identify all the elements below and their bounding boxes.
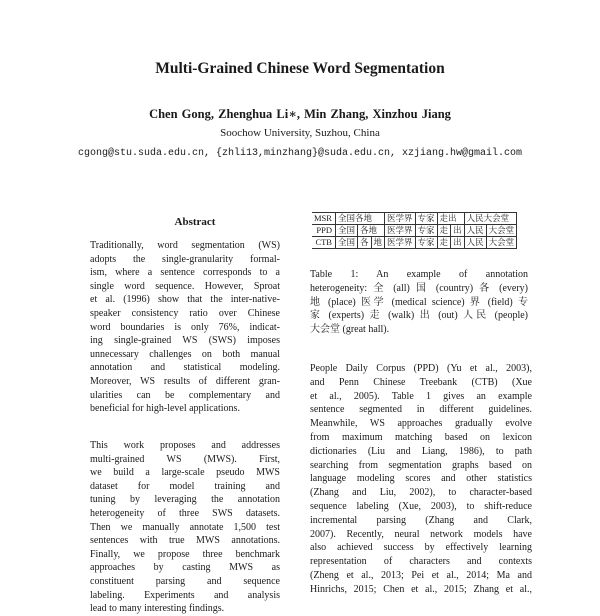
table-cell: 专家 (415, 213, 437, 225)
text-line: Traditionally, word segmentation (WS) (90, 240, 280, 251)
text-line: 家 (experts) 走 (walk) 出 (out) 人民 (people) (310, 310, 528, 322)
text-line: labeling. Experiments and analysis (90, 589, 280, 601)
row-label: PPD (312, 225, 335, 237)
table-cell: 出 (451, 225, 465, 237)
table-cell: 大会堂 (486, 225, 517, 237)
table-cell: 专家 (415, 225, 437, 237)
text-line: single word sequence. However, Sproat (90, 280, 280, 292)
table-cell: 各地 (357, 225, 384, 237)
body-paragraph (310, 362, 532, 597)
text-line: searching from segmentation graphs based on (310, 459, 532, 471)
author-emails: cgong@stu.suda.edu.cn, {zhli13,minzhang}@suda.edu.cn, xzjiang.hw@gmail.com (77, 148, 523, 159)
text-line: sentence segmented in different guidelines. (310, 404, 532, 416)
text-line: tuning by leveraging the annotation (90, 494, 280, 506)
table-cell: 走出 (437, 213, 464, 225)
table-row-ctb (312, 237, 517, 249)
table-cell: 各 (357, 237, 371, 249)
affiliation: Soochow University, Suzhou, China (220, 127, 380, 139)
table-cell: 走 (437, 225, 451, 237)
text-line: 大会堂 (great hall). (310, 324, 390, 336)
text-line: (Zhang and Liu, 2002), to character-based (310, 487, 532, 499)
text-line: Then we manually annotate 1,500 test (90, 521, 280, 533)
text-line: 2007). Recently, neural network models have (310, 528, 532, 540)
text-line: et al., 2005). Table 1 gives an example (310, 390, 532, 402)
text-line: word boundaries is only 76%, indicat- (90, 321, 280, 333)
text-line: and Penn Chinese Treebank (CTB) (Xue (310, 376, 532, 388)
text-line: dataset for model training and (90, 480, 280, 492)
table-cell: 人民 (464, 225, 486, 237)
row-label: MSR (312, 213, 335, 225)
text-line: dictionaries (Liu and Liang, 1986), to path (310, 445, 532, 457)
text-line: approaches by casting MWS as (90, 562, 280, 574)
text-line: we build a large-scale pseudo MWS (90, 467, 280, 479)
text-line: sentences with true MWS annotations. (90, 535, 280, 547)
text-line: ism, where a sentence corresponds to a (90, 267, 280, 279)
table-cell: 医学界 (385, 225, 416, 237)
text-line: This work proposes and addresses (90, 440, 280, 451)
text-line: Moreover, WS results of different gran- (90, 375, 280, 387)
paper-title: Multi-Grained Chinese Word Segmentation (155, 60, 445, 77)
text-line: Meanwhile, WS approaches gradually evolve (310, 418, 532, 430)
text-line: also achieved success by effectively learning (310, 542, 532, 554)
table-row-ppd (312, 225, 517, 237)
text-line: lead to many interesting findings. (90, 603, 225, 615)
text-line: from maximum matching based on lexicon (310, 431, 532, 443)
table-cell: 走 (437, 237, 451, 249)
text-line: ing single-grained WS (SWS) imposes (90, 335, 280, 347)
text-line: (Zheng et al., 2013; Pei et al., 2014; Ma and (310, 569, 532, 581)
abstract-paragraph-2 (90, 439, 280, 616)
table-cell: 全国 (335, 237, 357, 249)
abstract-heading: Abstract (174, 216, 216, 228)
table-caption (310, 268, 528, 337)
table-cell: 地 (371, 237, 385, 249)
text-line: heterogeneity: 全 (all) 国 (country) 各 (every) (310, 282, 528, 294)
text-line: Table 1: An example of annotation (310, 269, 528, 280)
text-line: heterogeneity of three SWS datasets. (90, 507, 280, 519)
table-cell: 全国各地 (335, 213, 384, 225)
table-row-msr (312, 213, 517, 225)
text-line: 地 (place) 医学 (medical science) 界 (field) 专 (310, 296, 528, 308)
text-line: language modeling scores and other statistics (310, 473, 532, 485)
row-label: CTB (312, 237, 335, 249)
segmentation-table (312, 212, 517, 249)
text-line: representation of characters and contexts (310, 556, 532, 568)
text-line: ularities can be complementary and (90, 389, 280, 401)
text-line: People Daily Corpus (PPD) (Yu et al., 2003), (310, 363, 532, 374)
text-line: constituent parsing and sequence (90, 575, 280, 587)
text-line: Finally, we propose three benchmark (90, 548, 280, 560)
text-line: annotation and statistical modeling. (90, 362, 280, 374)
text-line: et al. (1996) show that the inter-native- (90, 294, 280, 306)
text-line: Hinrichs, 2015; Chen et al., 2015; Zhang et al., (310, 583, 532, 595)
table-cell: 大会堂 (486, 237, 517, 249)
table-cell: 出 (451, 237, 465, 249)
text-line: unnecessary challenges on both manual (90, 348, 280, 360)
table-cell: 人民大会堂 (464, 213, 517, 225)
text-line: adopts the single-granularity formal- (90, 253, 280, 265)
table-cell: 人民 (464, 237, 486, 249)
author-list: Chen Gong, Zhenghua Li∗, Min Zhang, Xinzhou Jiang (149, 107, 451, 121)
text-line: incremental parsing (Zhang and Clark, (310, 514, 532, 526)
table-cell: 医学界 (385, 237, 416, 249)
table-cell: 全国 (335, 225, 357, 237)
text-line: sequence labeling (Xue, 2003), to shift-reduce (310, 500, 532, 512)
abstract-paragraph-1 (90, 239, 280, 416)
text-line: beneficial for high-level applications. (90, 403, 240, 415)
table-cell: 医学界 (385, 213, 416, 225)
table-cell: 专家 (415, 237, 437, 249)
text-line: speaker consistency ratio over Chinese (90, 307, 280, 319)
text-line: multi-grained WS (MWS). First, (90, 453, 280, 465)
